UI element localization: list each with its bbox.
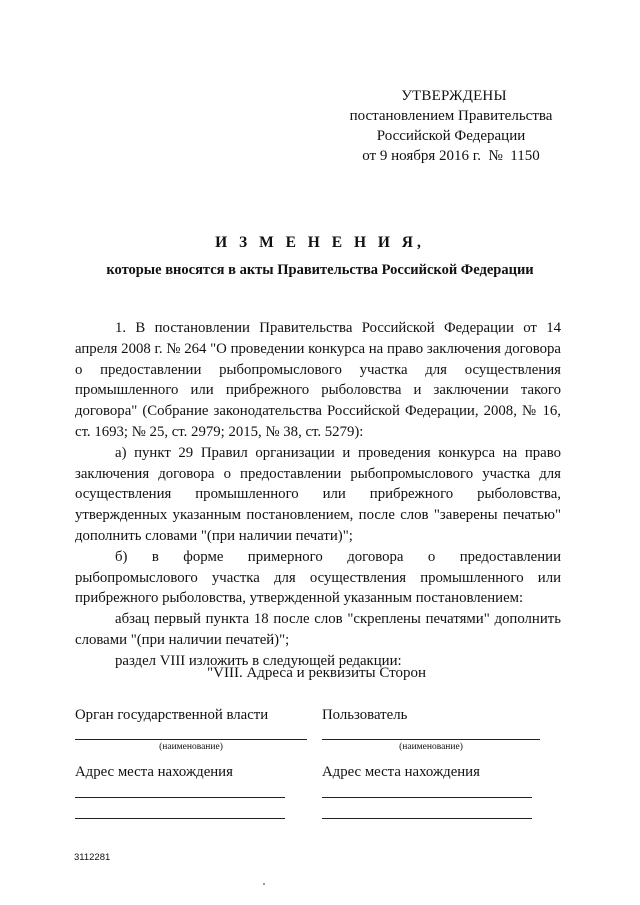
approval-line-2: постановлением Правительства (349, 108, 553, 124)
approval-line-3: Российской Федерации (376, 128, 526, 144)
user-address-line-2 (322, 818, 532, 819)
approval-stamp (336, 86, 566, 166)
document-body (75, 318, 561, 672)
authority-address-line-1 (75, 797, 285, 798)
user-address-label: Адрес места нахождения (322, 764, 480, 780)
paragraph-1: 1. В постановлении Правительства Российской Федерации от 14 апреля 2008 г. № 264 "О проведении конкурса на право заключения договора о предоставлении рыбопромыслового участка для осуществления промышленного или прибрежного рыболовства и заключении такого договора" (Собрание законодательства Российской Федерации, 2008, № 16, ст. 1693; № 25, ст. 2979; 2015, № 38, ст. 5279): (75, 320, 561, 440)
paragraph-clause-18: абзац первый пункта 18 после слов "скреплены печатями" дополнить словами "(при наличии печатей)"; (75, 611, 561, 648)
document-subtitle: которые вносятся в акты Правительства Российской Федерации (106, 262, 534, 278)
user-label: Пользователь (322, 707, 408, 723)
authority-label: Орган государственной власти (75, 707, 269, 723)
authority-address-line-2 (75, 818, 285, 819)
section-viii-title: "VIII. Адреса и реквизиты Сторон (207, 665, 427, 681)
scan-dot (263, 883, 265, 885)
approval-date-number: от 9 ноября 2016 г. № 1150 (362, 148, 540, 164)
authority-address-label: Адрес места нахождения (75, 764, 233, 780)
approval-title: УТВЕРЖДЕНЫ (401, 88, 507, 104)
user-address-line-1 (322, 797, 532, 798)
user-name-caption: (наименование) (399, 742, 463, 752)
authority-name-caption: (наименование) (159, 742, 223, 752)
user-name-line (322, 739, 540, 740)
authority-name-line (75, 739, 307, 740)
paragraph-a: а) пункт 29 Правил организации и проведения конкурса на право заключения договора о предоставлении рыбопромыслового участка для осуществления промышленного или прибрежного рыболовства, утвержденных указанным постановлением, после слов "заверены печатью" дополнить словами "(при наличии печати)"; (75, 444, 561, 544)
document-number: 3112281 (74, 852, 111, 863)
paragraph-section-viii: раздел VIII изложить в следующей редакции: (115, 652, 402, 669)
paragraph-b: б) в форме примерного договора о предоставлении рыбопромыслового участка для осуществления промышленного или прибрежного рыболовства, утвержденной указанным постановлением: (75, 548, 561, 607)
document-title: И З М Е Н Е Н И Я, (215, 234, 425, 251)
